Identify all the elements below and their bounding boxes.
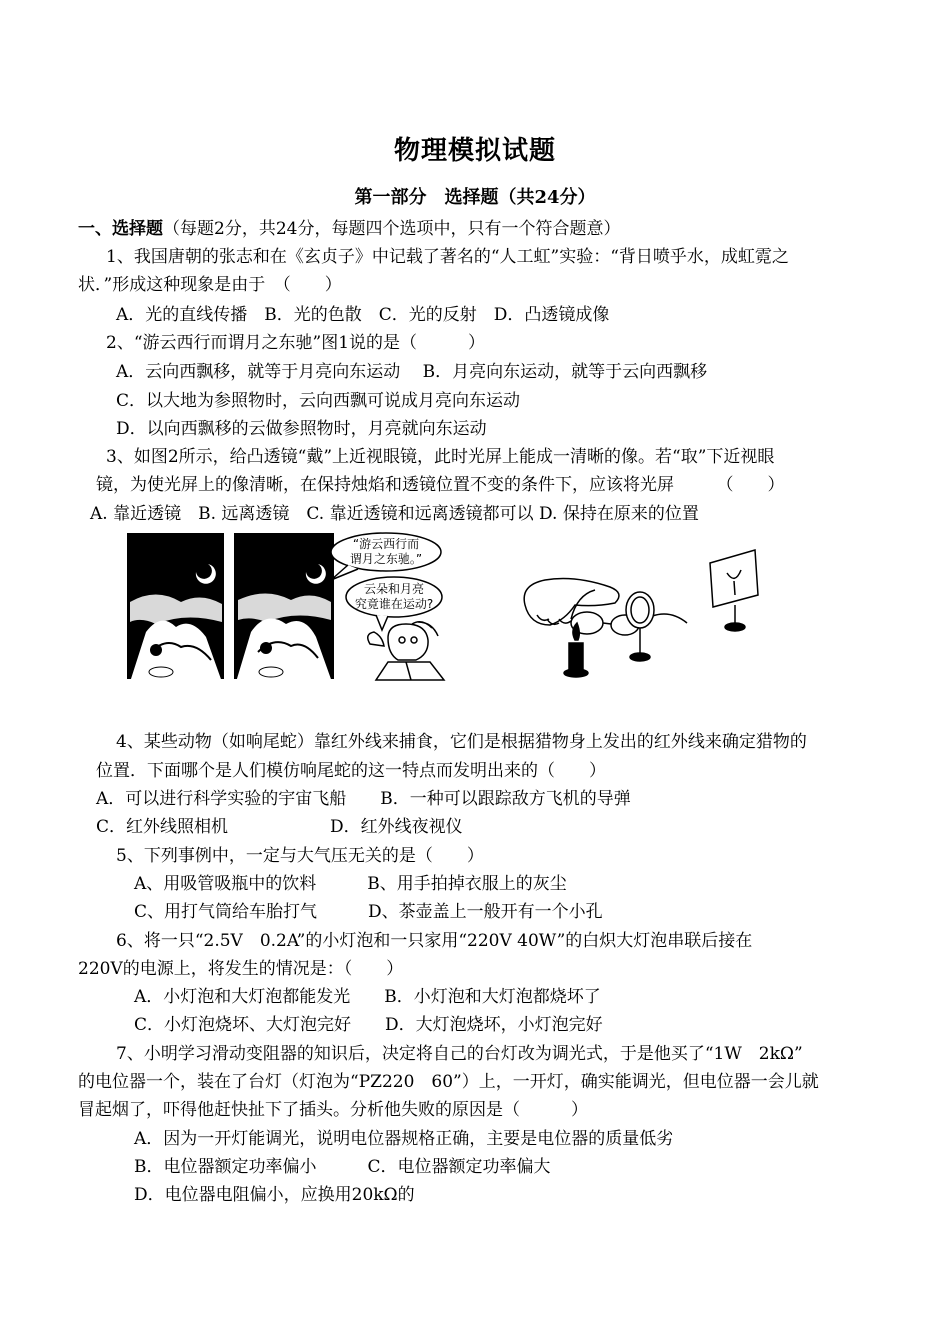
light-screen-icon [710, 550, 758, 631]
q2-option-c: C．以大地为参照物时，云向西飘可说成月亮向东运动 [116, 391, 521, 411]
page-title: 物理模拟试题 [393, 136, 556, 166]
q7-line3: 冒起烟了，吓得他赶快扯下了插头。分析他失败的原因是（ ） [78, 1100, 588, 1120]
q1-line1: 1、我国唐朝的张志和在《玄贞子》中记载了著名的“人工虹”实验：“背日喷乎水，成虹霓之 [106, 247, 789, 267]
q1-line2: 状．”形成这种现象是由于 （ ） [78, 275, 342, 295]
speech-bubble-1 [331, 533, 441, 580]
q4-options-cd: C．红外线照相机 D．红外线夜视仪 [96, 817, 463, 837]
bubble1-line2: 谓月之东驰。” [349, 552, 423, 566]
cartoon-panel-2 [234, 533, 334, 682]
bubble1-line1: “游云西行而 [352, 537, 420, 551]
professor-figure [368, 622, 444, 680]
q6-options-cd: C．小灯泡烧坏、大灯泡完好 D．大灯泡烧坏，小灯泡完好 [134, 1015, 603, 1035]
q3-options: A. 靠近透镜 B. 远离透镜 C. 靠近透镜和远离透镜都可以 D. 保持在原来的位置 [90, 504, 699, 524]
figure-2-optics [515, 545, 775, 685]
q6-options-ab: A．小灯泡和大灯泡都能发光 B．小灯泡和大灯泡都烧坏了 [134, 987, 601, 1007]
speech-bubble-2 [346, 577, 442, 630]
q7-line2: 的电位器一个，装在了台灯（灯泡为“PZ220 60”）上，一开灯，确实能调光，但电位器一会儿就 [78, 1072, 819, 1092]
q4-options-ab: A．可以进行科学实验的宇宙飞船 B．一种可以跟踪敌方飞机的导弹 [96, 789, 631, 809]
q5-options-ab: A、用吸管吸瓶中的饮料 B、用手拍掉衣服上的灰尘 [134, 874, 567, 894]
section-note: （每题2分，共24分，每题四个选项中，只有一个符合题意） [163, 219, 621, 239]
q5-options-cd: C、用打气筒给车胎打气 D、茶壶盖上一般开有一个小孔 [134, 902, 603, 922]
q6-line1: 6、将一只“2.5V 0.2A”的小灯泡和一只家用“220V 40W”的白炽大灯泡串联后接在 [116, 931, 753, 951]
q5-stem: 5、下列事例中，一定与大气压无关的是（ ） [116, 846, 484, 866]
q3-line2: 镜，为使光屏上的像清晰，在保持烛焰和透镜位置不变的条件下，应该将光屏 （ ） [96, 475, 785, 495]
q2-stem: 2、“游云西行而谓月之东驰”图1说的是（ ） [106, 333, 486, 353]
q7-line1: 7、小明学习滑动变阻器的知识后，决定将自己的台灯改为调光式，于是他买了“1W 2kΩ” [116, 1044, 803, 1064]
section-label: 一、选择题 [78, 219, 163, 239]
q2-options-ab: A．云向西飘移，就等于月亮向东运动 B．月亮向东运动，就等于云向西飘移 [116, 362, 708, 382]
q4-line1: 4、某些动物（如响尾蛇）靠红外线来捕食，它们是根据猎物身上发出的红外线来确定猎物的 [116, 732, 807, 752]
figure-1-cartoon [126, 532, 446, 682]
part-heading: 第一部分 选择题（共24分） [354, 187, 596, 208]
bubble2-line1: 云朵和月亮 [363, 582, 425, 596]
q3-line1: 3、如图2所示，给凸透镜“戴”上近视眼镜，此时光屏上能成一清晰的像。若“取”下近视眼 [106, 447, 775, 467]
q7-option-a: A．因为一开灯能调光，说明电位器规格正确，主要是电位器的质量低劣 [134, 1129, 674, 1149]
section-heading [78, 218, 620, 240]
q7-option-d: D．电位器电阻偏小，应换用20kΩ的 [134, 1185, 415, 1205]
q4-line2: 位置．下面哪个是人们模仿响尾蛇的这一特点而发明出来的（ ） [96, 761, 606, 781]
q7-options-bc: B．电位器额定功率偏小 C．电位器额定功率偏大 [134, 1157, 551, 1177]
q6-line2: 220V的电源上，将发生的情况是：（ ） [78, 959, 404, 979]
bubble2-line2: 究竟谁在运动? [354, 597, 434, 611]
q1-options: A．光的直线传播 B．光的色散 C．光的反射 D．凸透镜成像 [116, 305, 610, 325]
cartoon-panel-1 [127, 533, 224, 682]
q2-option-d: D．以向西飘移的云做参照物时，月亮就向东运动 [116, 419, 487, 439]
